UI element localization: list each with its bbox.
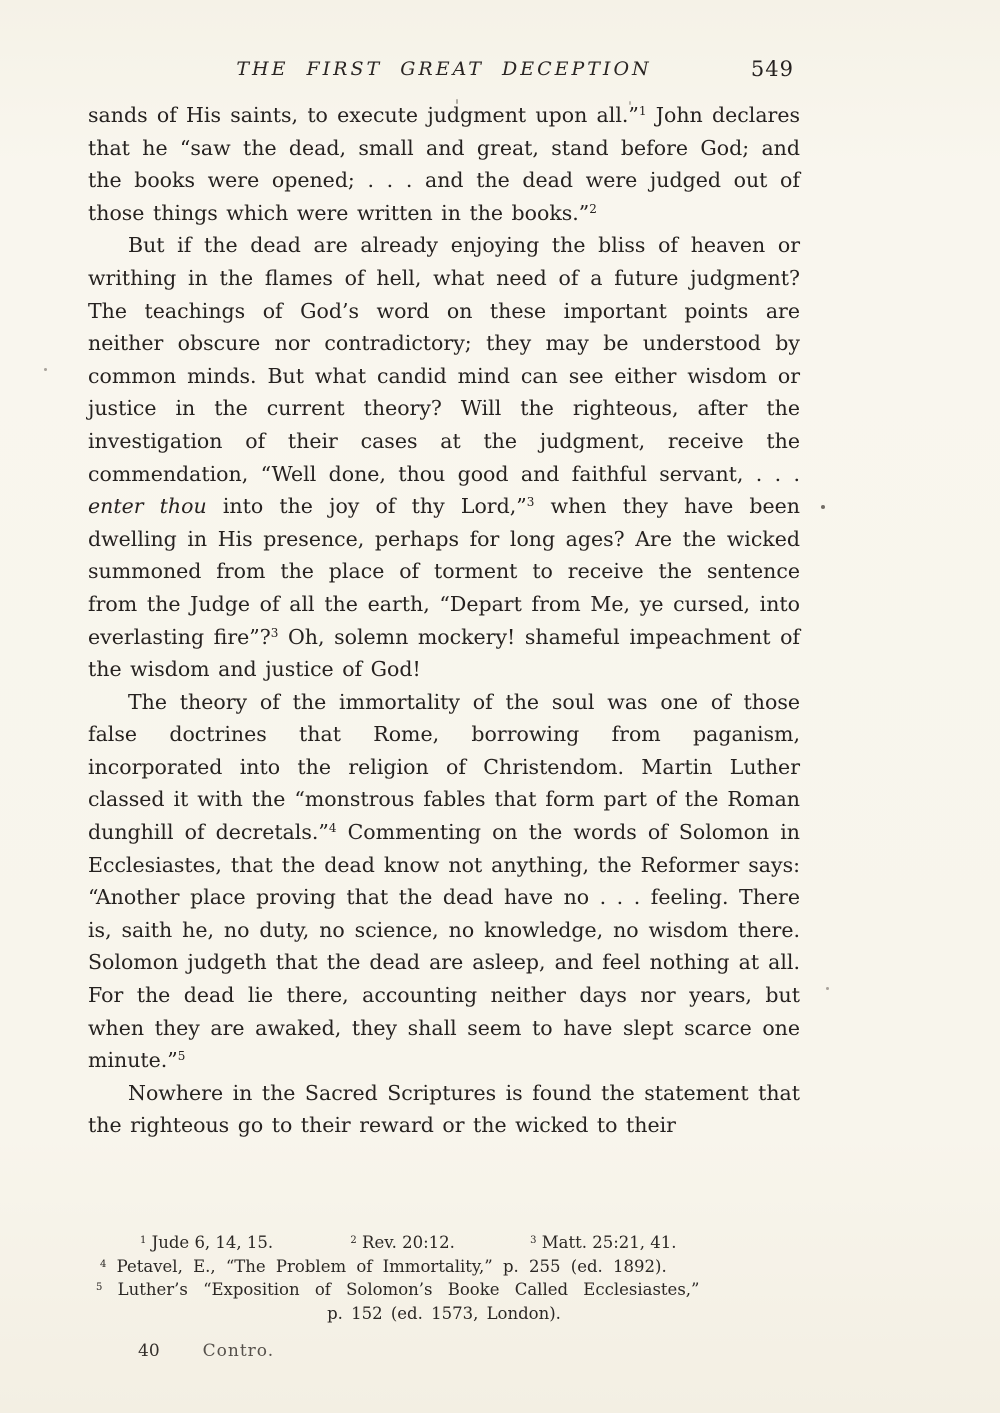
scan-artifact [44,368,47,371]
footnote-text: Matt. 25:21, 41. [541,1233,677,1252]
italic-text-run: enter thou [88,494,207,519]
footnote-marker: 1 [638,104,647,118]
footnote [140,1233,273,1252]
footnote-marker: 4 [328,821,337,836]
text-run: Nowhere in the Sacred Scriptures is found the statement that the righteous go to their reward or the wicked to their [88,1080,800,1138]
body-text [88,99,800,1142]
text-run: when they have been dwelling in His presence, perhaps for long ages? Are the wicked summoned from the place of torment to receive the sentence from the Judge of all the earth, “Depart from Me, ye cursed, into everlasting fire”? [88,494,800,649]
page-number: 549 [750,57,794,81]
footnote-marker: 5 [177,1049,186,1064]
paragraph [88,229,800,685]
footnote-marker: 2 [589,201,597,216]
text-run: into the joy of thy Lord,” [206,494,527,519]
footnote-marker: 5 [96,1282,103,1293]
footnote-marker: 2 [350,1235,357,1246]
footnote-text: Rev. 20:12. [362,1233,455,1252]
scan-artifact [826,987,829,990]
text-run: But if the dead are already enjoying the bliss of heaven or writhing in the flames of hell, what need of a future judgment? The teachings of God’s word on these important points are neither obscure nor contradictory; they may be understood by common minds. But what candid mind can see either wisdom or justice in the current theory? Will the righteous, after the investigation of their cases at the judgment, receive the commendation, “Well done, thou good and faithful servant, . . . [88,233,800,486]
text-run: sands of His saints, to execute judgment upon all.” [88,103,639,127]
footnote [530,1233,676,1252]
footnote-text: Petavel, E., “The Problem of Immortality,” p. 255 (ed. 1892). [116,1256,667,1276]
scan-artifact [456,99,458,104]
text-run: John declares that he “saw the dead, small and great, stand before God; and the books were opened; . . . and the dead were judged out of those things which were written in the books.” [88,103,800,225]
footnote-marker: 4 [100,1258,107,1270]
page-title: THE FIRST GREAT DECEPTION [236,58,652,80]
footnotes-block [88,1231,800,1325]
paragraph [88,686,800,1077]
footnote [88,1278,800,1302]
paragraph [88,99,800,229]
footnote-marker: 3 [270,625,279,640]
running-head [88,58,800,88]
text-run: Oh, solemn mockery! shameful impeachment of the wisdom and justice of God! [88,624,800,682]
footnote-continuation: p. 152 (ed. 1573, London). [327,1303,561,1323]
paragraph [88,1077,800,1142]
footnote-row [88,1231,800,1255]
text-run: The theory of the immortality of the soul was one of those false doctrines that Rome, borrowing from paganism, incorporated into the religion of Christendom. Martin Luther classed it with the “monstrous fables that form part of the Roman dunghill of decretals.” [88,689,800,845]
footnote-text: Jude 6, 14, 15. [151,1233,274,1252]
footnote-marker: 1 [140,1235,147,1246]
footnote-marker: 3 [526,495,535,510]
printer-signature [138,1341,274,1361]
footnote [350,1233,454,1252]
signature-label: Contro. [202,1341,275,1361]
footnote-marker: 3 [530,1235,537,1246]
scan-artifact [629,101,631,105]
footnote-text: Luther’s “Exposition of Solomon’s Booke Called Ecclesiastes,” [117,1280,700,1299]
footnote [88,1255,800,1279]
signature-number: 40 [138,1341,160,1361]
text-run: Commenting on the words of Solomon in Ecclesiastes, that the dead know not anything, the Reformer says: “Another place proving that the dead have no . . . feeling. There is, saith he, no duty, no science, no knowledge, no wisdom there. Solomon judgeth that the dead are asleep, and feel nothing at all. For the dead lie there, accounting neither days nor years, but when they are awaked, they shall seem to have slept scarce one minute.” [88,820,800,1073]
scan-artifact [821,505,825,509]
